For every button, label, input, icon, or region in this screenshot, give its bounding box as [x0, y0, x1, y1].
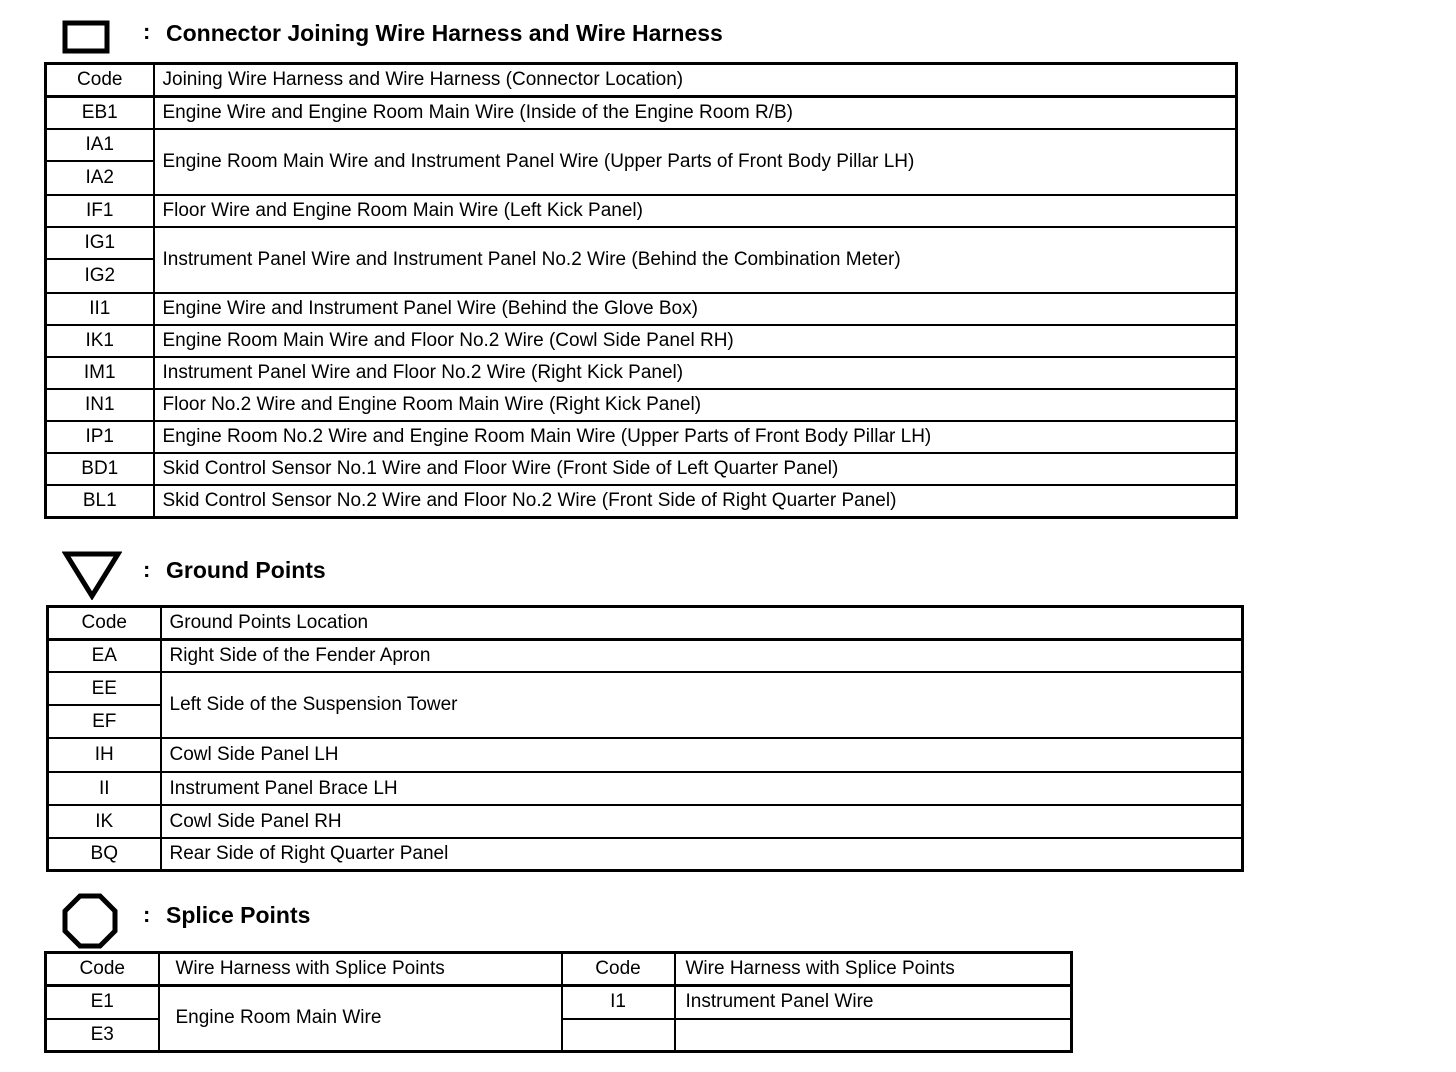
- row-code: I1: [562, 986, 675, 1019]
- row-desc: Instrument Panel Wire and Instrument Panel No.2 Wire (Behind the Combination Meter): [154, 227, 1237, 293]
- row-desc: Right Side of the Fender Apron: [161, 640, 1243, 673]
- row-desc: Engine Room Main Wire and Floor No.2 Wire (Cowl Side Panel RH): [154, 325, 1237, 357]
- table-row: [48, 738, 1243, 772]
- triangle-down-icon: [62, 550, 122, 600]
- table-row: [46, 129, 1237, 161]
- table-row: [46, 453, 1237, 485]
- row-code: IN1: [46, 389, 154, 421]
- splice-separator: :: [143, 902, 151, 927]
- ground-table: [46, 605, 1244, 872]
- row-code: IM1: [46, 357, 154, 389]
- row-desc: Instrument Panel Wire and Floor No.2 Wire (Right Kick Panel): [154, 357, 1237, 389]
- ground-section-title: Ground Points: [166, 557, 326, 583]
- table-row: [46, 195, 1237, 227]
- row-code: BD1: [46, 453, 154, 485]
- table-header-row: [46, 64, 1237, 97]
- table-row: [48, 672, 1243, 705]
- row-desc: Instrument Panel Brace LH: [161, 772, 1243, 805]
- table-row: [48, 838, 1243, 871]
- row-desc: Cowl Side Panel LH: [161, 738, 1243, 772]
- row-desc: Engine Room No.2 Wire and Engine Room Main Wire (Upper Parts of Front Body Pillar LH): [154, 421, 1237, 453]
- table-row: [46, 421, 1237, 453]
- row-code: II: [48, 772, 161, 805]
- table-row: [46, 97, 1237, 130]
- header-code: Code: [562, 953, 675, 986]
- octagon-icon: [62, 893, 118, 949]
- row-code: IA1: [46, 129, 154, 161]
- row-code: BQ: [48, 838, 161, 871]
- row-desc: Engine Room Main Wire: [159, 986, 562, 1052]
- row-desc: [675, 1019, 1072, 1052]
- table-row: [46, 389, 1237, 421]
- row-desc: Rear Side of Right Quarter Panel: [161, 838, 1243, 871]
- header-desc: Joining Wire Harness and Wire Harness (Connector Location): [154, 64, 1237, 97]
- row-code: II1: [46, 293, 154, 325]
- row-code: E3: [46, 1019, 159, 1052]
- header-desc: Wire Harness with Splice Points: [159, 953, 562, 986]
- row-desc: Left Side of the Suspension Tower: [161, 672, 1243, 738]
- row-code: IG2: [46, 259, 154, 293]
- connector-section-title: Connector Joining Wire Harness and Wire Harness: [166, 20, 723, 46]
- table-row: [46, 325, 1237, 357]
- table-row: [46, 485, 1237, 518]
- table-row: [46, 986, 1072, 1019]
- table-header-row: [48, 607, 1243, 640]
- row-code: IH: [48, 738, 161, 772]
- splice-table: [44, 951, 1073, 1053]
- connector-table: [44, 62, 1238, 519]
- row-desc: Floor No.2 Wire and Engine Room Main Wire (Right Kick Panel): [154, 389, 1237, 421]
- row-code: IG1: [46, 227, 154, 259]
- row-desc: Engine Room Main Wire and Instrument Panel Wire (Upper Parts of Front Body Pillar LH): [154, 129, 1237, 195]
- row-code: BL1: [46, 485, 154, 518]
- rectangle-icon: [62, 20, 110, 54]
- row-code: IA2: [46, 161, 154, 195]
- header-desc: Wire Harness with Splice Points: [675, 953, 1072, 986]
- row-desc: Cowl Side Panel RH: [161, 805, 1243, 838]
- header-code: Code: [48, 607, 161, 640]
- table-header-row: [46, 953, 1072, 986]
- table-row: [48, 805, 1243, 838]
- splice-section-title: Splice Points: [166, 902, 311, 928]
- row-desc: Engine Wire and Instrument Panel Wire (Behind the Glove Box): [154, 293, 1237, 325]
- row-code: [562, 1019, 675, 1052]
- row-code: EF: [48, 705, 161, 738]
- header-code: Code: [46, 953, 159, 986]
- table-row: [48, 772, 1243, 805]
- row-code: IF1: [46, 195, 154, 227]
- row-code: IK1: [46, 325, 154, 357]
- row-code: E1: [46, 986, 159, 1019]
- table-row: [46, 357, 1237, 389]
- row-code: EB1: [46, 97, 154, 130]
- connector-separator: :: [143, 19, 151, 44]
- row-code: EA: [48, 640, 161, 673]
- row-desc: Skid Control Sensor No.2 Wire and Floor No.2 Wire (Front Side of Right Quarter Panel): [154, 485, 1237, 518]
- table-row: [46, 293, 1237, 325]
- table-row: [48, 640, 1243, 673]
- row-desc: Skid Control Sensor No.1 Wire and Floor Wire (Front Side of Left Quarter Panel): [154, 453, 1237, 485]
- header-desc: Ground Points Location: [161, 607, 1243, 640]
- row-code: EE: [48, 672, 161, 705]
- row-desc: Engine Wire and Engine Room Main Wire (Inside of the Engine Room R/B): [154, 97, 1237, 130]
- table-row: [46, 227, 1237, 259]
- row-desc: Floor Wire and Engine Room Main Wire (Left Kick Panel): [154, 195, 1237, 227]
- row-code: IP1: [46, 421, 154, 453]
- row-desc: Instrument Panel Wire: [675, 986, 1072, 1019]
- ground-separator: :: [143, 557, 151, 582]
- header-code: Code: [46, 64, 154, 97]
- row-code: IK: [48, 805, 161, 838]
